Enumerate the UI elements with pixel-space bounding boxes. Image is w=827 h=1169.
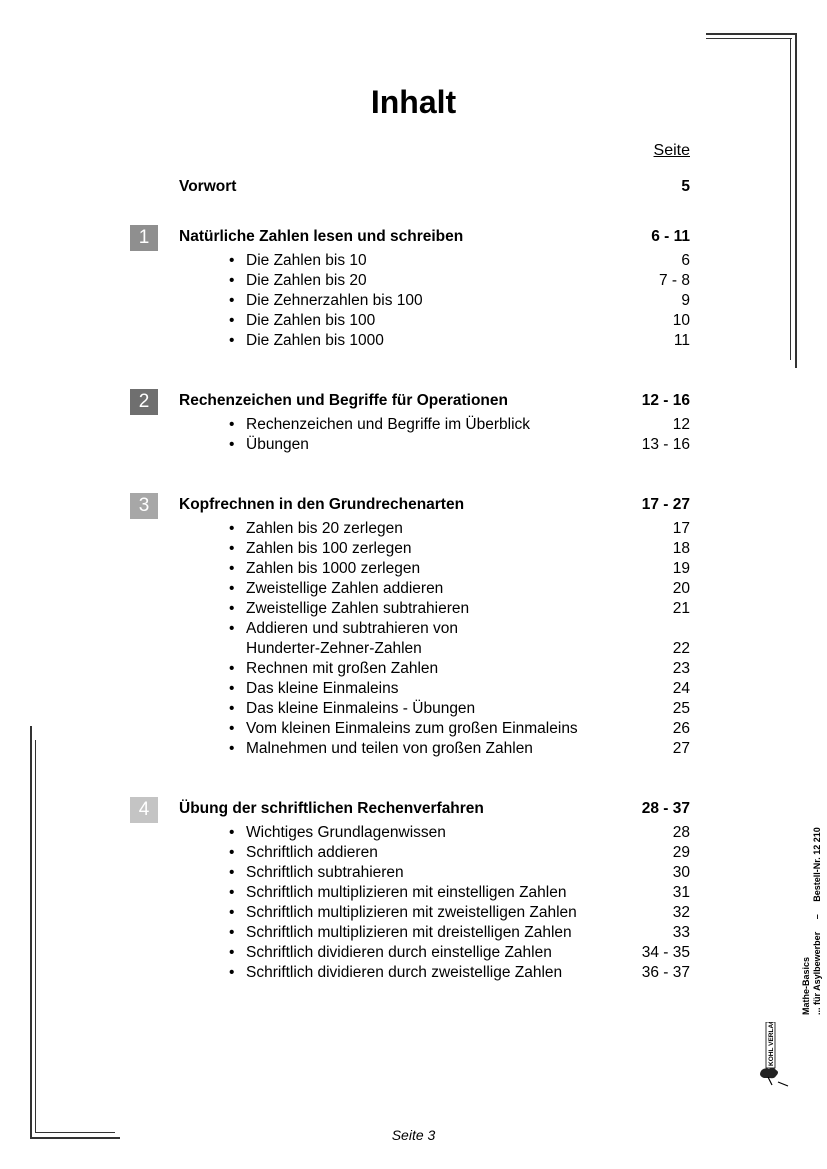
chapter-number-badge: 1 bbox=[130, 225, 158, 251]
chapter-title: Übung der schriftlichen Rechenverfahren bbox=[179, 800, 484, 817]
toc-item[interactable] bbox=[229, 539, 690, 559]
chapter-title: Natürliche Zahlen lesen und schreiben bbox=[179, 228, 464, 245]
toc-item[interactable] bbox=[246, 639, 690, 659]
toc-item-page: 18 bbox=[672, 540, 690, 557]
toc-item[interactable] bbox=[229, 823, 690, 843]
toc-item[interactable] bbox=[229, 679, 690, 699]
bullet-icon: • bbox=[229, 600, 235, 617]
toc-item-text: Rechenzeichen und Begriffe im Überblick bbox=[246, 416, 531, 433]
toc-item-text: Die Zahlen bis 20 bbox=[246, 272, 367, 289]
toc-item-text: Die Zahlen bis 10 bbox=[246, 252, 367, 269]
chapter-pages: 17 - 27 bbox=[641, 496, 690, 513]
preface-entry[interactable] bbox=[179, 177, 690, 197]
toc-item[interactable] bbox=[229, 519, 690, 539]
frame-bottom-left-v2 bbox=[35, 740, 36, 1133]
toc-item-page: 17 bbox=[672, 520, 690, 537]
bullet-icon: • bbox=[229, 416, 235, 433]
bullet-icon: • bbox=[229, 292, 235, 309]
chapter-number-badge: 3 bbox=[130, 493, 158, 519]
bullet-icon: • bbox=[229, 332, 235, 349]
toc-item-text: Die Zahlen bis 100 bbox=[246, 312, 376, 329]
chapter-heading[interactable] bbox=[179, 495, 690, 515]
toc-item-text: Schriftlich multiplizieren mit dreistelligen Zahlen bbox=[246, 924, 572, 941]
toc-item[interactable] bbox=[229, 291, 690, 311]
bullet-icon: • bbox=[229, 540, 235, 557]
toc-item-page: 13 - 16 bbox=[641, 436, 690, 453]
toc-item-text: Zahlen bis 1000 zerlegen bbox=[246, 560, 421, 577]
toc-item-page: 26 bbox=[672, 720, 690, 737]
toc-item-text: Schriftlich subtrahieren bbox=[246, 864, 404, 881]
toc-item[interactable] bbox=[229, 863, 690, 883]
chapter-pages: 12 - 16 bbox=[641, 392, 690, 409]
preface-label: Vorwort bbox=[179, 178, 237, 195]
toc-item[interactable] bbox=[229, 699, 690, 719]
chapter-heading[interactable] bbox=[179, 391, 690, 411]
page-title: Inhalt bbox=[370, 84, 457, 120]
bullet-icon: • bbox=[229, 944, 235, 961]
toc-item-text: Das kleine Einmaleins bbox=[246, 680, 399, 697]
publisher-logo-icon bbox=[758, 1022, 794, 1088]
toc-item-text: Vom kleinen Einmaleins zum großen Einmaleins bbox=[246, 720, 578, 737]
toc-item-text: Schriftlich multiplizieren mit zweistelligen Zahlen bbox=[246, 904, 577, 921]
toc-item[interactable] bbox=[229, 923, 690, 943]
toc-item-page: 36 - 37 bbox=[641, 964, 690, 981]
toc-item[interactable] bbox=[229, 271, 690, 291]
bullet-icon: • bbox=[229, 660, 235, 677]
page-column-header: Seite bbox=[653, 142, 690, 159]
bullet-icon: • bbox=[229, 560, 235, 577]
bullet-icon: • bbox=[229, 720, 235, 737]
toc-item-page: 20 bbox=[672, 580, 690, 597]
chapter-title: Kopfrechnen in den Grundrechenarten bbox=[179, 496, 465, 513]
toc-item-page: 10 bbox=[672, 312, 690, 329]
chapter-number-badge: 2 bbox=[130, 389, 158, 415]
toc-item-page: 28 bbox=[672, 824, 690, 841]
toc-item[interactable] bbox=[229, 619, 690, 639]
toc-item-text: Zweistellige Zahlen addieren bbox=[246, 580, 444, 597]
bullet-icon: • bbox=[229, 924, 235, 941]
toc-item[interactable] bbox=[229, 435, 690, 455]
bullet-icon: • bbox=[229, 844, 235, 861]
toc-item-page: 11 bbox=[673, 332, 690, 349]
toc-item-page: 29 bbox=[672, 844, 690, 861]
toc-item[interactable] bbox=[229, 943, 690, 963]
frame-top-right-h1 bbox=[706, 33, 796, 35]
toc-item[interactable] bbox=[229, 883, 690, 903]
toc-item-text: Schriftlich addieren bbox=[246, 844, 378, 861]
toc-item-text: Malnehmen und teilen von großen Zahlen bbox=[246, 740, 533, 757]
toc-item-page: 34 - 35 bbox=[641, 944, 690, 961]
bullet-icon: • bbox=[229, 864, 235, 881]
toc-item-page: 23 bbox=[672, 660, 690, 677]
toc-item-page: 25 bbox=[672, 700, 690, 717]
bullet-icon: • bbox=[229, 824, 235, 841]
chapter-heading[interactable] bbox=[179, 799, 690, 819]
toc-item-page: 22 bbox=[672, 640, 690, 657]
chapter-title: Rechenzeichen und Begriffe für Operationen bbox=[179, 392, 508, 409]
toc-item[interactable] bbox=[229, 599, 690, 619]
chapter-pages: 6 - 11 bbox=[651, 228, 690, 245]
toc-item[interactable] bbox=[229, 963, 690, 983]
toc-item-text: Das kleine Einmaleins - Übungen bbox=[246, 700, 476, 717]
toc-item-text: Schriftlich dividieren durch zweistellige Zahlen bbox=[246, 964, 563, 981]
toc-item-text: Zahlen bis 100 zerlegen bbox=[246, 540, 412, 557]
toc-item[interactable] bbox=[229, 579, 690, 599]
toc-item[interactable] bbox=[229, 659, 690, 679]
bullet-icon: • bbox=[229, 700, 235, 717]
bullet-icon: • bbox=[229, 520, 235, 537]
toc-item-page: 33 bbox=[672, 924, 690, 941]
bullet-icon: • bbox=[229, 740, 235, 757]
bullet-icon: • bbox=[229, 620, 235, 637]
toc-item[interactable] bbox=[229, 719, 690, 739]
toc-item-text: Wichtiges Grundlagenwissen bbox=[246, 824, 446, 841]
bullet-icon: • bbox=[229, 680, 235, 697]
toc-item-page: 24 bbox=[672, 680, 690, 697]
toc-item-text: Die Zahlen bis 1000 bbox=[246, 332, 384, 349]
bullet-icon: • bbox=[229, 884, 235, 901]
toc-item[interactable] bbox=[229, 739, 690, 759]
toc-item-text: Zahlen bis 20 zerlegen bbox=[246, 520, 403, 537]
toc-item-page: 9 bbox=[681, 292, 690, 309]
bullet-icon: • bbox=[229, 904, 235, 921]
frame-bottom-left-v1 bbox=[30, 726, 32, 1138]
toc-item[interactable] bbox=[229, 559, 690, 579]
toc-item-text: Zweistellige Zahlen subtrahieren bbox=[246, 600, 470, 617]
toc-item[interactable] bbox=[229, 331, 690, 351]
toc-item-text: Schriftlich multiplizieren mit einstelligen Zahlen bbox=[246, 884, 567, 901]
toc-item-text: Die Zehnerzahlen bis 100 bbox=[246, 292, 423, 309]
toc-item-text: Übungen bbox=[246, 436, 309, 453]
toc-item[interactable] bbox=[229, 311, 690, 331]
toc-item[interactable] bbox=[229, 251, 690, 271]
toc-item-text: Rechnen mit großen Zahlen bbox=[246, 660, 439, 677]
bullet-icon: • bbox=[229, 252, 235, 269]
chapter-number-badge: 4 bbox=[130, 797, 158, 823]
toc-item-page: 6 bbox=[681, 252, 690, 269]
imprint-line-1: Mathe-Basics bbox=[801, 956, 811, 1015]
toc-item[interactable] bbox=[229, 903, 690, 923]
toc-item-page: 7 - 8 bbox=[658, 272, 690, 289]
chapter-pages: 28 - 37 bbox=[641, 800, 690, 817]
preface-page: 5 bbox=[681, 178, 690, 195]
imprint-line-2: ... für Asylbewerber – Bestell-Nr. 12 210 bbox=[812, 827, 822, 1015]
side-imprint bbox=[801, 827, 823, 1015]
bullet-icon: • bbox=[229, 964, 235, 981]
bullet-icon: • bbox=[229, 580, 235, 597]
bullet-icon: • bbox=[229, 272, 235, 289]
toc-item-page: 30 bbox=[672, 864, 690, 881]
toc-item-page: 32 bbox=[672, 904, 690, 921]
toc-item-text: Addieren und subtrahieren von bbox=[246, 620, 458, 637]
chapter-heading[interactable] bbox=[179, 227, 690, 247]
toc-item-page: 31 bbox=[672, 884, 690, 901]
page-footer: Seite 3 bbox=[391, 1127, 436, 1143]
frame-top-right-h2 bbox=[706, 38, 792, 39]
toc-item-text: Schriftlich dividieren durch einstellige Zahlen bbox=[246, 944, 552, 961]
toc-item[interactable] bbox=[229, 843, 690, 863]
bullet-icon: • bbox=[229, 436, 235, 453]
toc-item-text: Hunderter-Zehner-Zahlen bbox=[246, 640, 422, 657]
toc-item-page: 12 bbox=[672, 416, 690, 433]
toc-item-page: 27 bbox=[672, 740, 690, 757]
toc-item-page: 19 bbox=[672, 560, 690, 577]
toc-item-page: 21 bbox=[672, 600, 690, 617]
publisher-name: KOHL VERLAG bbox=[768, 1022, 775, 1066]
bullet-icon: • bbox=[229, 312, 235, 329]
toc-item[interactable] bbox=[229, 415, 690, 435]
